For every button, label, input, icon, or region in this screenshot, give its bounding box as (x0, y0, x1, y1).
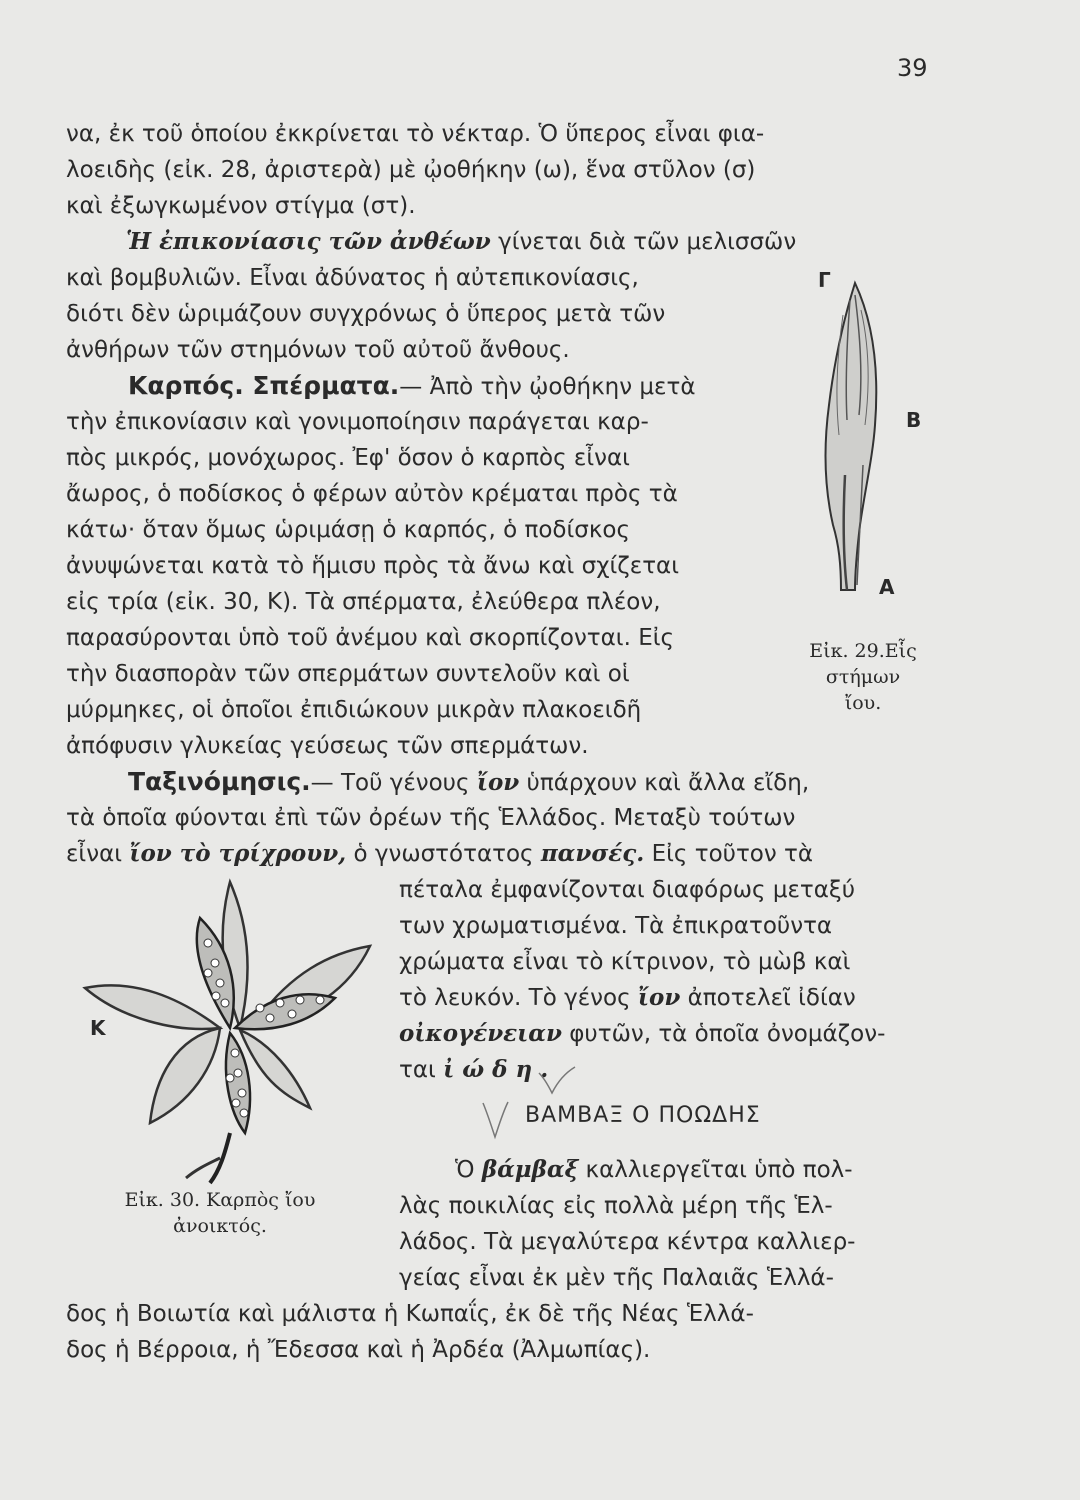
text-line: μύρμηκες, οἱ ὁποῖοι ἐπιδιώκουν μικρὰν πλακοειδῆ (66, 697, 642, 723)
emphasis: ἴον τὸ τρίχρουν, (129, 840, 347, 867)
emphasis: Ἡ ἐπικονίασις τῶν ἀνθέων (126, 228, 491, 255)
text-line: χρώματα εἶναι τὸ κίτρινον, τὸ μὼβ καὶ (399, 949, 851, 975)
text-line: καὶ βομβυλιῶν. Εἶναι ἀδύνατος ἡ αὐτεπικονίασις, (66, 265, 639, 291)
text-line: γείας εἶναι ἐκ μὲν τῆς Παλαιᾶς Ἑλλά- (399, 1265, 834, 1291)
emphasis: ἴον (476, 769, 520, 796)
figure-label: Β (906, 408, 922, 432)
text-line: παρασύρονται ὑπὸ τοῦ ἀνέμου καὶ σκορπίζονται. Εἰς (66, 625, 675, 651)
text-line: λὰς ποικιλίας εἰς πολλὰ μέρη τῆς Ἑλ- (399, 1193, 833, 1219)
text-line: διότι δὲν ὡριμάζουν συγχρόνως ὁ ὕπερος μετὰ τῶν (66, 301, 666, 327)
text-line: Καρπός. Σπέρματα.— Ἀπὸ τὴν ᾠοθήκην μετὰ (128, 371, 696, 400)
emphasis: ἰ ώ δ η . (443, 1056, 549, 1083)
emphasis: πανσές. (540, 840, 645, 867)
figure-label: Κ (90, 1016, 106, 1040)
text-line: Ὁ βάμβαξ καλλιεργεῖται ὑπὸ πολ- (455, 1156, 853, 1183)
text-line: ἀνυψώνεται κατὰ τὸ ἥμισυ πρὸς τὰ ἄνω καὶ σχίζεται (66, 553, 680, 579)
figure-label: Γ (818, 268, 831, 292)
text-line: εἰς τρία (εἰκ. 30, Κ). Τὰ σπέρματα, ἐλεύθερα πλέον, (66, 589, 661, 615)
text-line: ἀνθήρων τῶν στημόνων τοῦ αὐτοῦ ἄνθους. (66, 337, 570, 363)
text-line: τὰ ὁποῖα φύονται ἐπὶ τῶν ὀρέων τῆς Ἑλλάδος. Μεταξὺ τούτων (66, 805, 796, 831)
check-mark-icon (480, 1100, 510, 1140)
text-line: Ταξινόμησις.— Τοῦ γένους ἴον ὑπάρχουν καὶ ἄλλα εἴδη, (128, 767, 810, 796)
section-heading: Καρπός. Σπέρματα. (128, 371, 400, 400)
emphasis: ἴον (637, 984, 681, 1011)
text-line: ἀπόφυσιν γλυκείας γεύσεως τῶν σπερμάτων. (66, 733, 589, 759)
text-line: δος ἡ Βοιωτία καὶ μάλιστα ἡ Κωπαΐς, ἐκ δὲ τῆς Νέας Ἑλλά- (66, 1301, 754, 1327)
text-line: πέταλα ἐμφανίζονται διαφόρως μεταξύ (399, 877, 856, 903)
text-line: λάδος. Τὰ μεγαλύτερα κέντρα καλλιερ- (399, 1229, 856, 1255)
violet-fruit-illustration (80, 878, 380, 1188)
text-line: τὸ λευκόν. Τὸ γένος ἴον ἀποτελεῖ ἰδίαν (399, 984, 856, 1011)
text-line: καὶ ἐξωγκωμένον στίγμα (στ). (66, 193, 416, 219)
page-number: 39 (897, 54, 928, 82)
emphasis: βάμβαξ (481, 1156, 579, 1183)
text-line: εἶναι ἴον τὸ τρίχρουν, ὁ γνωστότατος πανσές. Εἰς τοῦτον τὰ (66, 840, 814, 867)
figure-label: Α (879, 575, 895, 599)
check-mark-icon (537, 1065, 577, 1095)
text-line: τὴν διασπορὰν τῶν σπερμάτων συντελοῦν καὶ οἱ (66, 661, 630, 687)
text-line: δος ἡ Βέρροια, ἡ Ἔδεσσα καὶ ἡ Ἀρδέα (Ἀλμωπίας). (66, 1337, 651, 1363)
text-line: ται ἰ ώ δ η . (399, 1056, 549, 1083)
text-line: πὸς μικρός, μονόχωρος. Ἐφ' ὅσον ὁ καρπὸς εἶναι (66, 445, 630, 471)
figure-caption: Εἰκ. 29.Εἷς στήμων ἴου. (809, 640, 917, 714)
text-line: να, ἐκ τοῦ ὁποίου ἐκκρίνεται τὸ νέκταρ. Ὁ ὕπερος εἶναι φια- (66, 121, 765, 147)
text-line: οἰκογένειαν φυτῶν, τὰ ὁποῖα ὀνομάζον- (399, 1020, 886, 1047)
stamen-illustration (815, 275, 915, 625)
text-line: τὴν ἐπικονίασιν καὶ γονιμοποίησιν παράγεται καρ- (66, 409, 649, 435)
emphasis: οἰκογένειαν (399, 1020, 562, 1047)
section-heading: Ταξινόμησις. (128, 767, 311, 796)
text-line: κάτω· ὅταν ὅμως ὡριμάσῃ ὁ καρπός, ὁ ποδίσκος (66, 517, 630, 543)
text-line: ἄωρος, ὁ ποδίσκος ὁ φέρων αὐτὸν κρέμαται πρὸς τὰ (66, 481, 678, 507)
text-line: Ἡ ἐπικονίασις τῶν ἀνθέων γίνεται διὰ τῶν μελισσῶν (126, 228, 797, 255)
text-line: των χρωματισμένα. Τὰ ἐπικρατοῦντα (399, 913, 833, 939)
figure-caption: Εἰκ. 30. Καρπὸς ἴου ἀνοικτός. (124, 1189, 316, 1237)
section-title: ΒΑΜΒΑΞ Ο ΠΟΩΔΗΣ (525, 1103, 761, 1128)
text-line: λοειδὴς (εἰκ. 28, ἀριστερὰ) μὲ ᾠοθήκην (ω), ἕνα στῦλον (σ) (66, 157, 756, 183)
